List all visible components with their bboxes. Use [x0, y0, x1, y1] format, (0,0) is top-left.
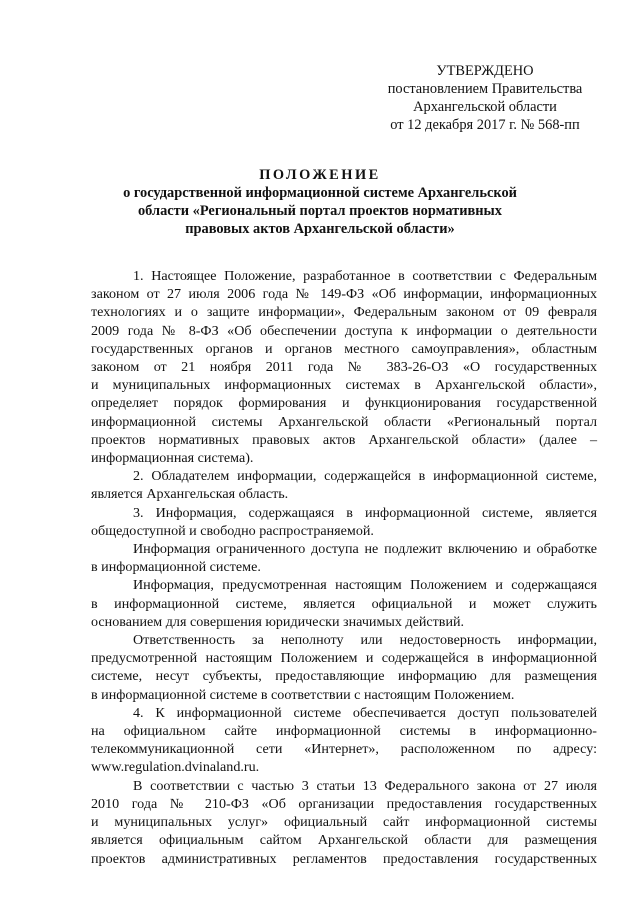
paragraph-line: проектов нормативных правовых актов Архангельской области» (далее – — [91, 431, 597, 448]
paragraph-line: В соответствии с частью 3 статьи 13 Федерального закона от 27 июля — [133, 777, 597, 794]
paragraph-line: в информационной системе. — [91, 559, 261, 576]
paragraph-line: 2009 года № 8-ФЗ «Об обеспечении доступа к информации о деятельности — [91, 322, 597, 339]
paragraph-line: является Архангельская область. — [91, 486, 289, 503]
paragraph-line: в информационной системе, является официальной и может служить — [91, 595, 597, 612]
paragraph — [91, 504, 597, 540]
paragraph — [91, 540, 597, 576]
title-subline: о государственной информационной системе Архангельской — [123, 185, 517, 201]
title-subline: области «Региональный портал проектов нормативных — [137, 203, 502, 219]
paragraph-line: Ответственность за неполноту или недостоверность информации, — [133, 632, 597, 649]
paragraph-line: определяет порядок формирования и функционирования государственной — [91, 395, 597, 412]
paragraph-line: в информационной системе в соответствии с настоящим Положением. — [91, 686, 515, 703]
paragraph-line: 2010 года № 210-ФЗ «Об организации предоставления государственных — [91, 795, 597, 812]
paragraph — [91, 704, 597, 777]
document-title — [110, 166, 530, 238]
paragraph-line: проектов административных регламентов предоставления государственных — [91, 850, 597, 867]
paragraph-line: 4. К информационной системе обеспечивается доступ пользователей — [133, 704, 597, 721]
approval-line: Архангельской области — [413, 99, 557, 115]
paragraph-line: информационной системы Архангельской области «Региональный портал — [91, 413, 597, 430]
paragraph-line: 1. Настоящее Положение, разработанное в соответствии с Федеральным — [133, 268, 597, 284]
paragraph-line: общедоступной и свободно распространяемой. — [91, 522, 374, 539]
paragraph-line: Информация, предусмотренная настоящим Положением и содержащаяся — [133, 577, 597, 594]
document-body — [91, 267, 597, 868]
paragraph-line: www.regulation.dvinaland.ru. — [91, 759, 260, 776]
approval-line: постановлением Правительства — [387, 81, 583, 97]
approval-heading: УТВЕРЖДЕНО — [436, 63, 534, 79]
paragraph-line: основанием для совершения юридически значимых действий. — [91, 613, 465, 630]
paragraph-line: предусмотренной настоящим Положением и содержащейся в информационной — [91, 650, 597, 667]
paragraph-line: системе, несут субъекты, предоставляющие информацию для размещения — [91, 668, 597, 685]
paragraph-line: государственных органов и органов местного самоуправления», областным — [91, 340, 597, 357]
title-subline: правовых актов Архангельской области» — [185, 221, 455, 237]
paragraph — [91, 631, 597, 704]
paragraph — [91, 777, 597, 868]
paragraph-line: Информация ограниченного доступа не подлежит включению и обработке — [133, 541, 597, 558]
paragraph-line: 3. Информация, содержащаяся в информационной системе, является — [133, 504, 597, 521]
approval-line: от 12 декабря 2017 г. № 568-пп — [390, 117, 580, 133]
paragraph-line: законом от 21 ноября 2011 года № 383-26-ОЗ «О государственных — [91, 359, 597, 376]
title-main: ПОЛОЖЕНИЕ — [259, 167, 381, 183]
paragraph-line: информационная система). — [91, 450, 254, 467]
paragraph-line: на официальном сайте информационной системы в информационно- — [91, 723, 597, 740]
paragraph-line: является официальным сайтом Архангельской области для размещения — [91, 832, 597, 849]
paragraph — [91, 267, 597, 467]
paragraph-line: технологиях и о защите информации», Федеральным законом от 09 февраля — [91, 304, 597, 321]
paragraph-line: и муниципальных информационных системах в Архангельской области», — [91, 377, 597, 394]
paragraph-line: телекоммуникационной сети «Интернет», расположенном по адресу: — [91, 741, 597, 758]
approval-stamp — [360, 62, 610, 134]
paragraph-line: законом от 27 июля 2006 года № 149-ФЗ «Об информации, информационных — [91, 286, 597, 303]
paragraph-line: и муниципальных услуг» официальный сайт информационной системы — [91, 814, 597, 831]
paragraph — [91, 576, 597, 631]
paragraph-line: 2. Обладателем информации, содержащейся в информационной системе, — [133, 468, 597, 485]
paragraph — [91, 467, 597, 503]
